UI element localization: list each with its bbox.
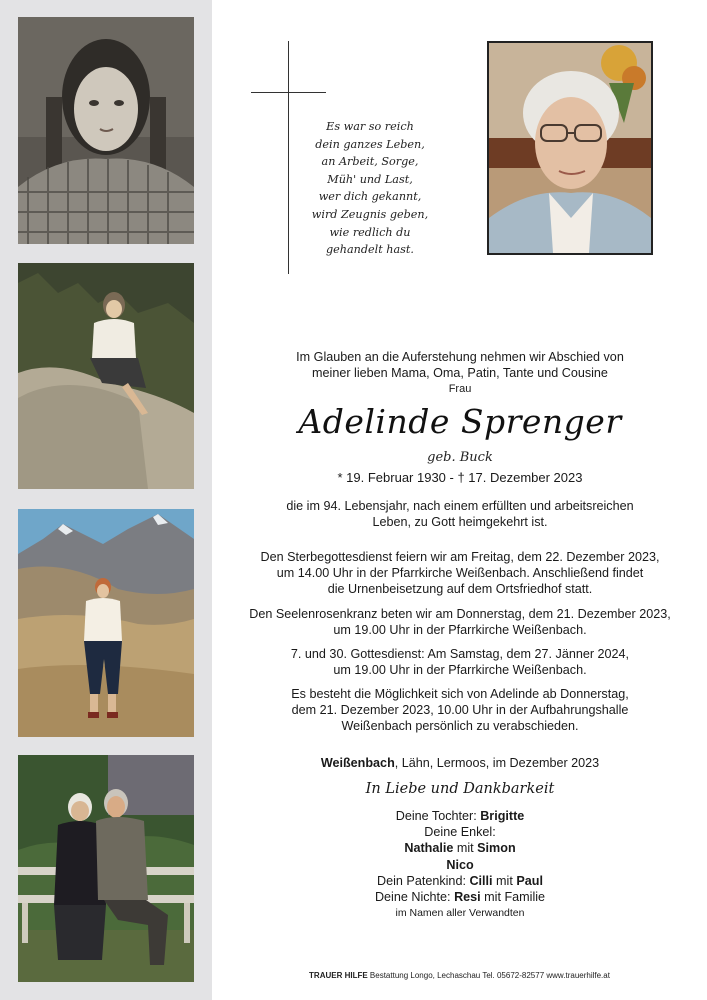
mass-line: um 19.00 Uhr in der Pfarrkirche Weißenbach. [333,663,587,678]
godchild-label: Dein Patenkind: [377,873,470,888]
farewell-line: Weißenbach persönlich zu verabschieden. [341,719,579,734]
footer-text: Bestattung Longo, Lechaschau Tel. 05672-82577 www.trauerhilfe.at [367,971,610,980]
niece-label: Deine Nichte: [374,890,455,905]
footer-brand: TRAUER HILFE [309,971,368,980]
godchild-name: Cilli [469,873,493,888]
funeral-text [225,549,695,598]
farewell-line: dem 21. Dezember 2023, 10.00 Uhr in der Aufbahrungshalle [291,703,629,718]
photo-young-woman-braids [18,17,194,244]
rosary-line: um 19.00 Uhr in der Pfarrkirche Weißenbach. [333,623,587,638]
mourners-list [225,808,695,921]
rosary-line: Den Seelenrosenkranz beten wir am Donnerstag, dem 21. Dezember 2023, [249,607,671,621]
funeral-line: die Urnenbeisetzung auf dem Ortsfriedhof statt. [327,582,593,597]
birth-name: geb. Buck [427,450,493,465]
closing-line: In Liebe und Dankbarkeit [365,781,555,797]
daughter-name: Brigitte [480,809,525,823]
grandchildren-label: Deine Enkel: [424,825,496,840]
poem-line: Es war so reich [326,120,414,133]
life-dates [225,470,695,486]
farewell-line: Es besteht die Möglichkeit sich von Adelinde ab Donnerstag, [291,687,629,701]
with-text: mit [453,841,478,856]
title-frau: Frau [448,383,472,396]
poem-line: gehandelt hast. [326,243,414,257]
dates-line: * 19. Februar 1930 - † 17. Dezember 2023 [337,470,583,485]
mass-line: 7. und 30. Gottesdienst: Am Samstag, dem 27. Jänner 2024, [290,647,630,661]
farewell-text [225,686,695,735]
grandchild-name: Nico [446,857,474,872]
footer-credit [212,971,707,980]
poem-line: Müh' und Last, [327,172,413,186]
poem-line: an Arbeit, Sorge, [321,155,419,169]
intro-line: Im Glauben an die Auferstehung nehmen wir Abschied von [296,350,624,364]
deceased-name: Adelinde Sprenger [298,402,622,441]
portrait-photo [487,41,653,255]
niece-rest: mit Familie [480,890,546,905]
daughter-label: Deine Tochter: [395,809,481,823]
funeral-line: um 14.00 Uhr in der Pfarrkirche Weißenbach. Anschließend findet [276,566,644,581]
poem-line: wer dich gekannt, [318,190,422,204]
rosary-text [225,606,695,638]
life-line: Leben, zu Gott heimgekehrt ist. [372,515,548,530]
life-text [225,498,695,530]
photo-couple-on-bench [18,755,194,982]
cross-icon-bar [251,92,326,93]
photo-woman-in-mountains [18,509,194,737]
cross-icon [288,41,289,274]
funeral-line: Den Sterbegottesdienst feiern wir am Freitag, dem 22. Dezember 2023, [260,550,660,564]
intro-text [225,349,695,398]
place-rest: , Lähn, Lermoos, im Dezember 2023 [394,756,600,770]
grandchild-name: Nathalie [404,841,454,856]
closing-phrase [225,781,695,797]
place-town: Weißenbach [320,756,395,770]
niece-name: Resi [454,890,481,905]
poem-line: wird Zeugnis geben, [311,207,429,221]
mass-text [225,646,695,678]
life-line: die im 94. Lebensjahr, nach einem erfüllten und arbeitsreichen [286,499,634,513]
poem-line: wie redlich du [329,225,411,239]
partner-name: Simon [477,841,516,856]
photo-woman-on-rock [18,263,194,489]
with-text: mit [492,873,517,888]
memorial-poem [300,118,440,259]
relatives-line: im Namen aller Verwandten [395,907,525,920]
place-date [225,755,695,771]
intro-line: meiner lieben Mama, Oma, Patin, Tante und Cousine [312,366,608,381]
godchild-partner-name: Paul [516,873,543,888]
poem-line: dein ganzes Leben, [315,137,425,151]
